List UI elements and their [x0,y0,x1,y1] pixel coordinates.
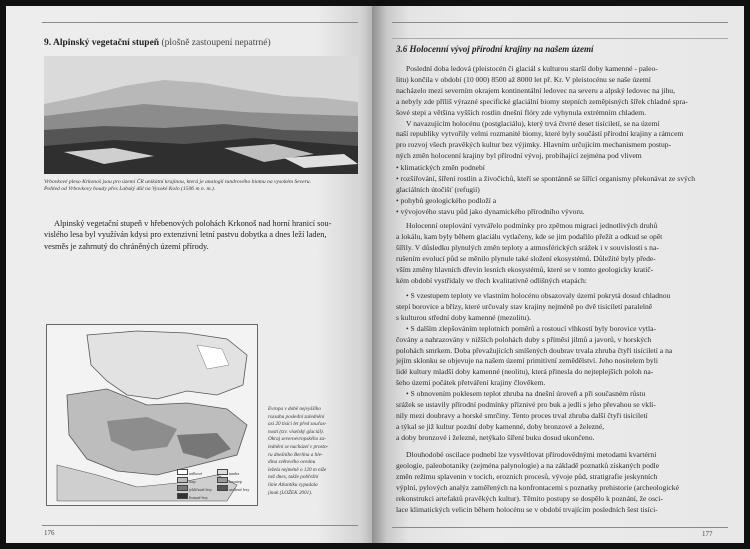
text-line: geologie, paleobotaniky (zejména palynologie) a na základě poznatků získaných podle [396,460,660,470]
europe-glacial-map [46,324,258,506]
legend-item: tundra [229,471,240,476]
text-line: srážek se ustavily přírodní podmínky příznivé pro buk a jedli s jeho převahou se vklí- [396,400,656,410]
text-line: šeho území počátek přetváření krajiny člověkem. [396,378,546,388]
landscape-photo [44,56,358,174]
heading-rule [392,38,728,39]
map-caption-line: dina světového oceánu [268,459,316,466]
paragraph-2 [396,221,662,286]
bullet-list [396,163,695,218]
map-caption-line: ležela nejméně o 120 m níže [268,466,327,473]
bullet-item: • klimatických změn podnebí [396,163,485,172]
text-line: naší republiky vytvořily velmi rozmanité biomy, které byly součástí přírodní krajiny a rámcem [396,129,684,139]
top-rule [392,22,728,23]
text-line: Poslední doba ledová (pleistocén či glaciál s kulturou starší doby kamenné - paleo- [406,64,658,73]
text-line: • S obnovením poklesem teplot zhruba na dnešní úroveň a při současném růstu [406,389,646,399]
paragraph-1 [396,64,688,162]
left-page [6,6,372,543]
text-line: rekonstrukci artefaktů pravěkých kultur). Těmito postupy se dospělo k poznání, že osci- [396,493,664,503]
text-line: V navazujícím holocénu (postglaciálu), který trvá čtvrté deset tisíciletí, se na území [406,118,660,128]
right-page [372,6,744,543]
top-rule [42,22,358,23]
map-caption-line: ru dnešního Berlína a hle- [268,451,323,458]
body-line-2: vislého lesa byl využíván kdysi pro extenzivní letní pastvu dobytka a dnes leží laden, [44,230,327,240]
text-line: změn režimu splavenin v tocích, erozních procesů, vývoje půd, stratigrafie jeskynních [396,471,658,481]
text-line: lidé kultury mladší doby kamenné (neolitu), která přinesla do nejteplejších poloh na- [396,367,654,377]
body-line-3: vesměs je zahrnutý do chráněných území přírody. [44,241,209,251]
page-number-left: 176 [44,529,55,537]
photo-caption-line-2: Pohled od Vrbovkovy boudy přes Labský důl na Vysoké Kolo (1506 m n. m.). [44,186,216,193]
bottom-rule [392,527,728,528]
map-caption-line: Evropa v době nejvyššího [268,406,321,412]
text-line: Dlouhodobé oscilace podnebí lze vysvětlovat přírodovědnými metodami kvartérní [406,450,657,459]
map-caption-line: lednění se nacházel v prosto- [268,443,329,450]
text-line: vším změny hlavních dřevin lesních ekosystémů, které se v tomto geologicky kratič- [396,264,654,274]
text-line: kém období vystřídaly ve třech kvalitativně odlišných etapách: [396,275,587,285]
legend-item: step [189,479,196,484]
map-caption-line: rozsahu poslední zalednění [268,413,325,420]
text-line: s kulturou střední doby kamenné (mezolitu). [396,312,531,322]
text-line: pro rozvoj všech pravěkých kultur bez výjimky. Hlavním určujícím mechanismem postup- [396,140,672,150]
text-line: polohách smrkem. Doba převažujících smíšených doubrav trvala zhruba čtyři tisíciletí a na [396,345,673,355]
legend-item: smíšené lesy [229,487,250,492]
bullet-item: glaciálních útočišť (refugií) [396,184,480,194]
legend-item: sněhové [189,471,203,476]
text-line: čovány a nahrazovány v nižších polohách duby s příměsí jilmů a javorů, v horských [396,334,652,344]
heading-text: 9. Alpinský vegetační stupeň [44,38,160,48]
text-line: a týkal se již kultur pozdní doby kamenné, doby bronzové a železné, [396,421,605,431]
photo-caption [44,179,311,193]
heading-subtitle: (plošně zastoupení nepatrné) [161,38,271,48]
section-heading: 3.6 Holocenní vývoj přírodní krajiny na našem území [396,44,594,54]
page-heading [44,38,271,48]
text-line: a nebyly zde příliš výrazné specifické glaciální biomy stepních zeměpisných šířek chladné spra- [396,96,688,106]
bottom-rule [42,525,358,526]
text-line: šové stepi a většina vyšších rostlin dnešní flóry zde vyhynula extrémním chladem. [396,107,647,117]
map-caption-line: než dnes, takže pobřežní [268,474,319,481]
text-line: nily mezi doubravy a horské smrčiny. Tento proces trval zhruba další čtyři tisíciletí [396,410,648,420]
page-number-right: 177 [702,530,713,538]
map-caption-line: asi 20 tisíci let před součas- [268,421,327,428]
bullet-item: • pohybů geologického podloží a [396,195,497,205]
text-line: litu) končila v období (10 000) 8500 až 8000 let př. Kr. V pleistocénu se naše území [396,74,651,84]
map-caption-line: ností (tzv. viselský glaciál). [268,428,324,435]
text-line: • S vzestupem teploty ve vlastním holocénu obsazovaly území pokrytá dosud chladnou [406,291,671,300]
map-caption-line: linie Atlantiku vypadala [268,481,318,488]
map-caption-line: jinak (LOŽEK 2001). [268,489,313,496]
text-line: stepí borovice a břízy, které určovaly stav krajiny nejméně po dvě tisíciletí paralelně [396,301,653,311]
text-line: jejím sklonku se objevuje na našem území primitivní zemědělství. Jeho nositelem byli [396,356,658,366]
legend-item: lesostep [229,479,242,484]
bullet-item: • vývojového stavu půd jako dynamického přírodního vývoru. [396,206,585,216]
paragraph-4 [396,450,679,515]
legend-item: jehličnaté lesy [189,487,212,492]
text-line: lace klimatických velicin během holocénu se v období trvajícím posledních šest tisíci- [396,504,658,514]
photo-caption-line-1: Vrbovkové pleso Krkonoš jsou pro území ČR unikátní krajinou, která je analogií tundrového biomu na vysokém Severu. [44,179,311,185]
text-line: a lokálu, kam byly během glaciálu vytlačeny, kde se jim podařilo přežít a odkud se opět [396,231,663,241]
text-line: výplní, pylových analýz zaměřených na konfrontacemi s poznatky prehistorie (archeologické [396,482,679,492]
legend-item: listnaté lesy [189,495,208,500]
map-caption [268,406,328,497]
text-line: a doby bronzové i železné, netýkalo šíření buku dosud ukončeno. [396,432,595,442]
paragraph-3 [396,291,672,444]
text-line: rušením evolucí půd se měnilo plynule také složení ekosystémů. Důležité byly přede- [396,253,656,263]
map-caption-line: Okraj severoevropského za- [268,436,326,443]
text-line: nacházelo mezi severním okrajem kontinentální ledovec na severu a alpský ledovec na jihu, [396,85,675,95]
text-line: ných změn holocenní krajiny byl přírodní vývoj, probíhající zejména pod vlivem [396,151,642,161]
bullet-item: • rozšiřování, šíření rostlin a živočichů, kteří se spontánně se šířící organismy překonávat ze svých [396,173,696,183]
text-line: Holocenní oteplování vytvářelo podmínky pro zpětnou migraci jednotlivých druhů [406,221,658,230]
map-legend [177,467,255,503]
text-line: • S dalším zlepšováním teplotních poměrů a rostoucí vlhkostí byly borovice vytla- [406,323,657,333]
text-line: šířily. V důsledku plynulých změn teploty a atmosférických srážek i v souvislosti s na- [396,242,659,252]
mountain-photo-graphic [44,56,358,174]
book-spread [6,6,744,543]
body-text [44,218,331,252]
body-line-1: Alpinský vegetační stupeň v hřebenových polohách Krkonoš nad horní hranicí sou- [54,219,332,228]
